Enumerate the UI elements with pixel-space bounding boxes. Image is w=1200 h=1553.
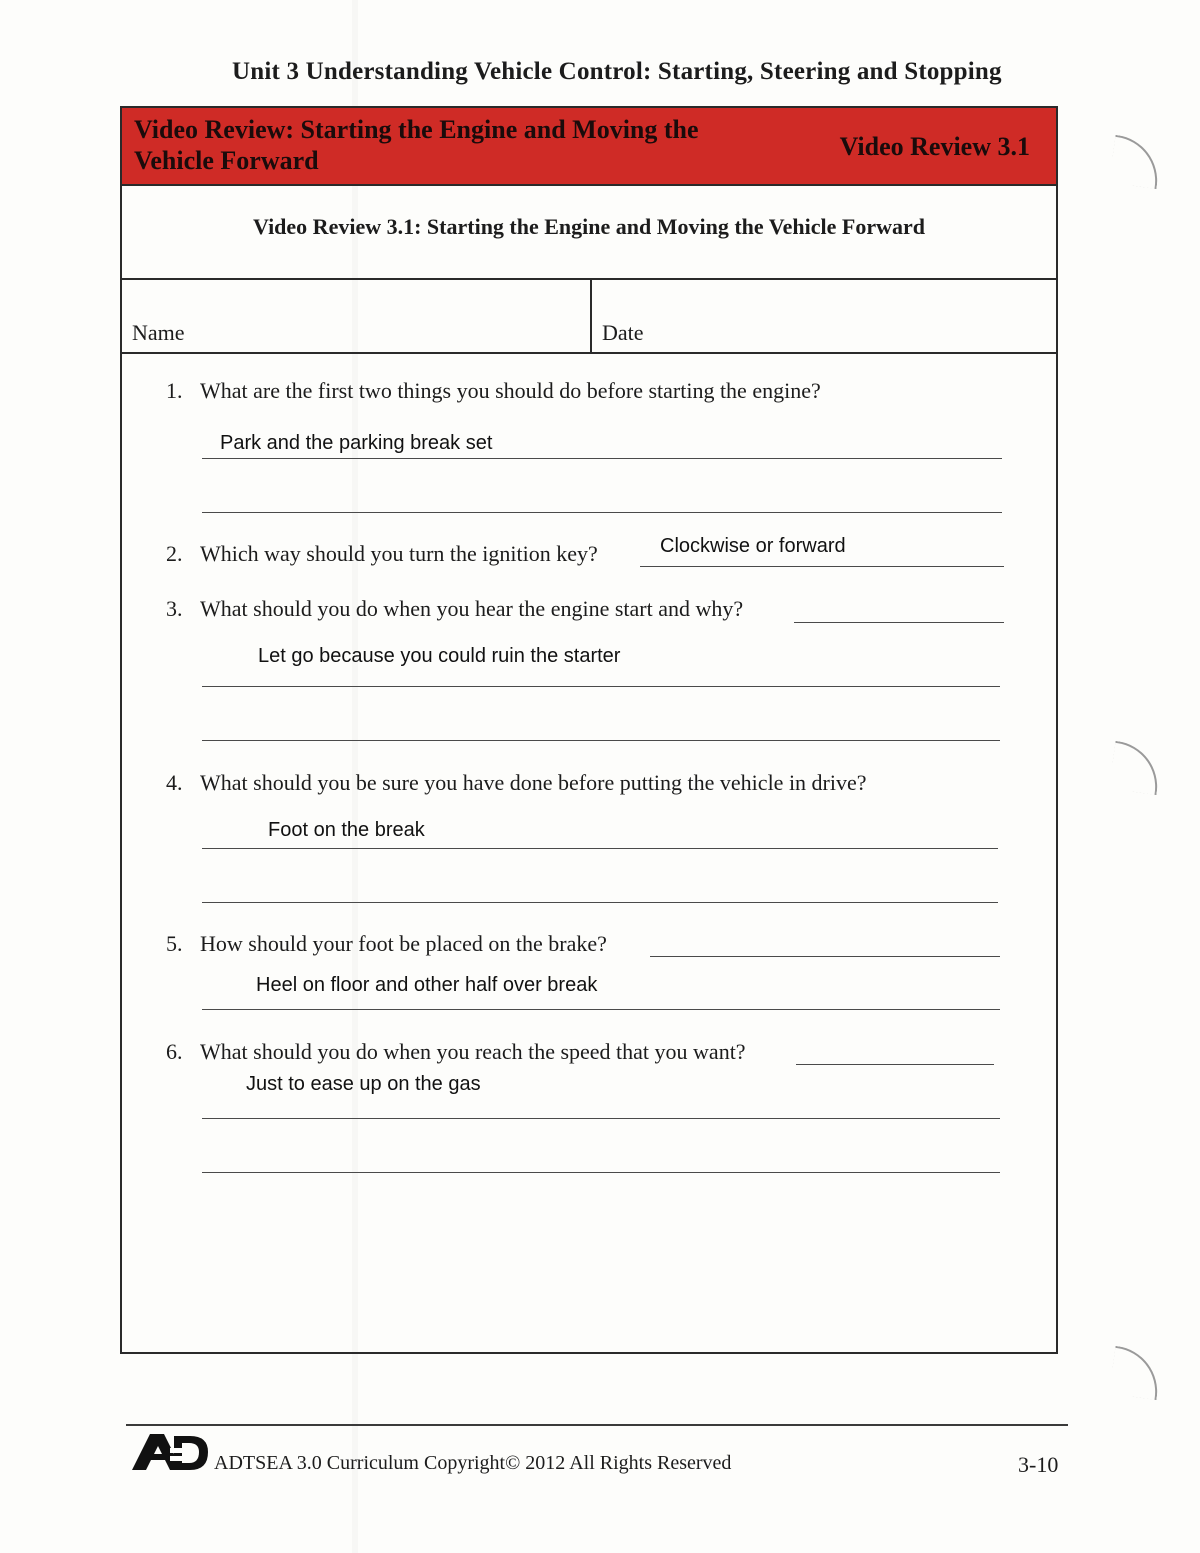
question-number: 6.: [166, 1039, 183, 1064]
banner-title: Video Review: Starting the Engine and Moving the Vehicle Forward: [134, 115, 699, 175]
date-label: Date: [602, 320, 644, 345]
question-4: [166, 770, 867, 796]
question-text: What are the first two things you should do before starting the engine?: [200, 378, 821, 403]
binder-hole-icon: [1109, 1346, 1163, 1400]
subtitle-row: [122, 186, 1056, 280]
page-number: 3-10: [1018, 1452, 1059, 1477]
answer-line: [202, 848, 998, 849]
answer-2[interactable]: Clockwise or forward: [660, 535, 846, 557]
question-5: [166, 931, 607, 957]
question-text: What should you do when you hear the engine start and why?: [200, 596, 744, 621]
footer-copyright: ADTSEA 3.0 Curriculum Copyright© 2012 All Rights Reserved: [214, 1452, 732, 1474]
binder-hole-icon: [1109, 741, 1163, 795]
question-number: 2.: [166, 541, 183, 566]
question-1: [166, 378, 821, 404]
answer-3[interactable]: Let go because you could ruin the starter: [258, 645, 621, 667]
question-text: What should you do when you reach the speed that you want?: [200, 1039, 746, 1064]
answer-line: [202, 686, 1000, 687]
name-label: Name: [132, 320, 185, 345]
question-text: What should you be sure you have done before putting the vehicle in drive?: [200, 770, 867, 795]
answer-line: [202, 902, 998, 903]
answer-line: [202, 1172, 1000, 1173]
question-text: Which way should you turn the ignition key?: [200, 541, 598, 566]
question-number: 5.: [166, 931, 183, 956]
banner-label: Video Review 3.1: [839, 132, 1030, 161]
answer-line: [202, 740, 1000, 741]
answer-line: [202, 512, 1002, 513]
answer-line: [794, 622, 1004, 623]
question-3: [166, 596, 743, 622]
date-field[interactable]: [592, 280, 1056, 352]
question-6: [166, 1039, 746, 1065]
question-number: 1.: [166, 378, 183, 403]
header-banner: [122, 108, 1056, 186]
worksheet-frame: [120, 106, 1058, 1354]
question-number: 4.: [166, 770, 183, 795]
answer-line: [202, 458, 1002, 459]
answer-line: [202, 1009, 1000, 1010]
answer-line: [650, 956, 1000, 957]
name-date-row: [122, 280, 1056, 354]
name-field[interactable]: [122, 280, 592, 352]
question-number: 3.: [166, 596, 183, 621]
answer-line: [796, 1064, 994, 1065]
answer-5[interactable]: Heel on floor and other half over break: [256, 974, 598, 996]
adtsea-logo-icon: [130, 1430, 210, 1474]
answer-1[interactable]: Park and the parking break set: [220, 432, 493, 454]
question-2: [166, 541, 598, 567]
footer-divider: [126, 1424, 1068, 1426]
answer-6[interactable]: Just to ease up on the gas: [246, 1073, 481, 1095]
answer-line: [640, 566, 1004, 567]
unit-title: Unit 3 Understanding Vehicle Control: Starting, Steering and Stopping: [232, 58, 1002, 85]
question-text: How should your foot be placed on the brake?: [200, 931, 607, 956]
binder-hole-icon: [1109, 135, 1163, 189]
worksheet-subtitle: Video Review 3.1: Starting the Engine and Moving the Vehicle Forward: [253, 214, 925, 239]
answer-4[interactable]: Foot on the break: [268, 819, 425, 841]
answer-line: [202, 1118, 1000, 1119]
